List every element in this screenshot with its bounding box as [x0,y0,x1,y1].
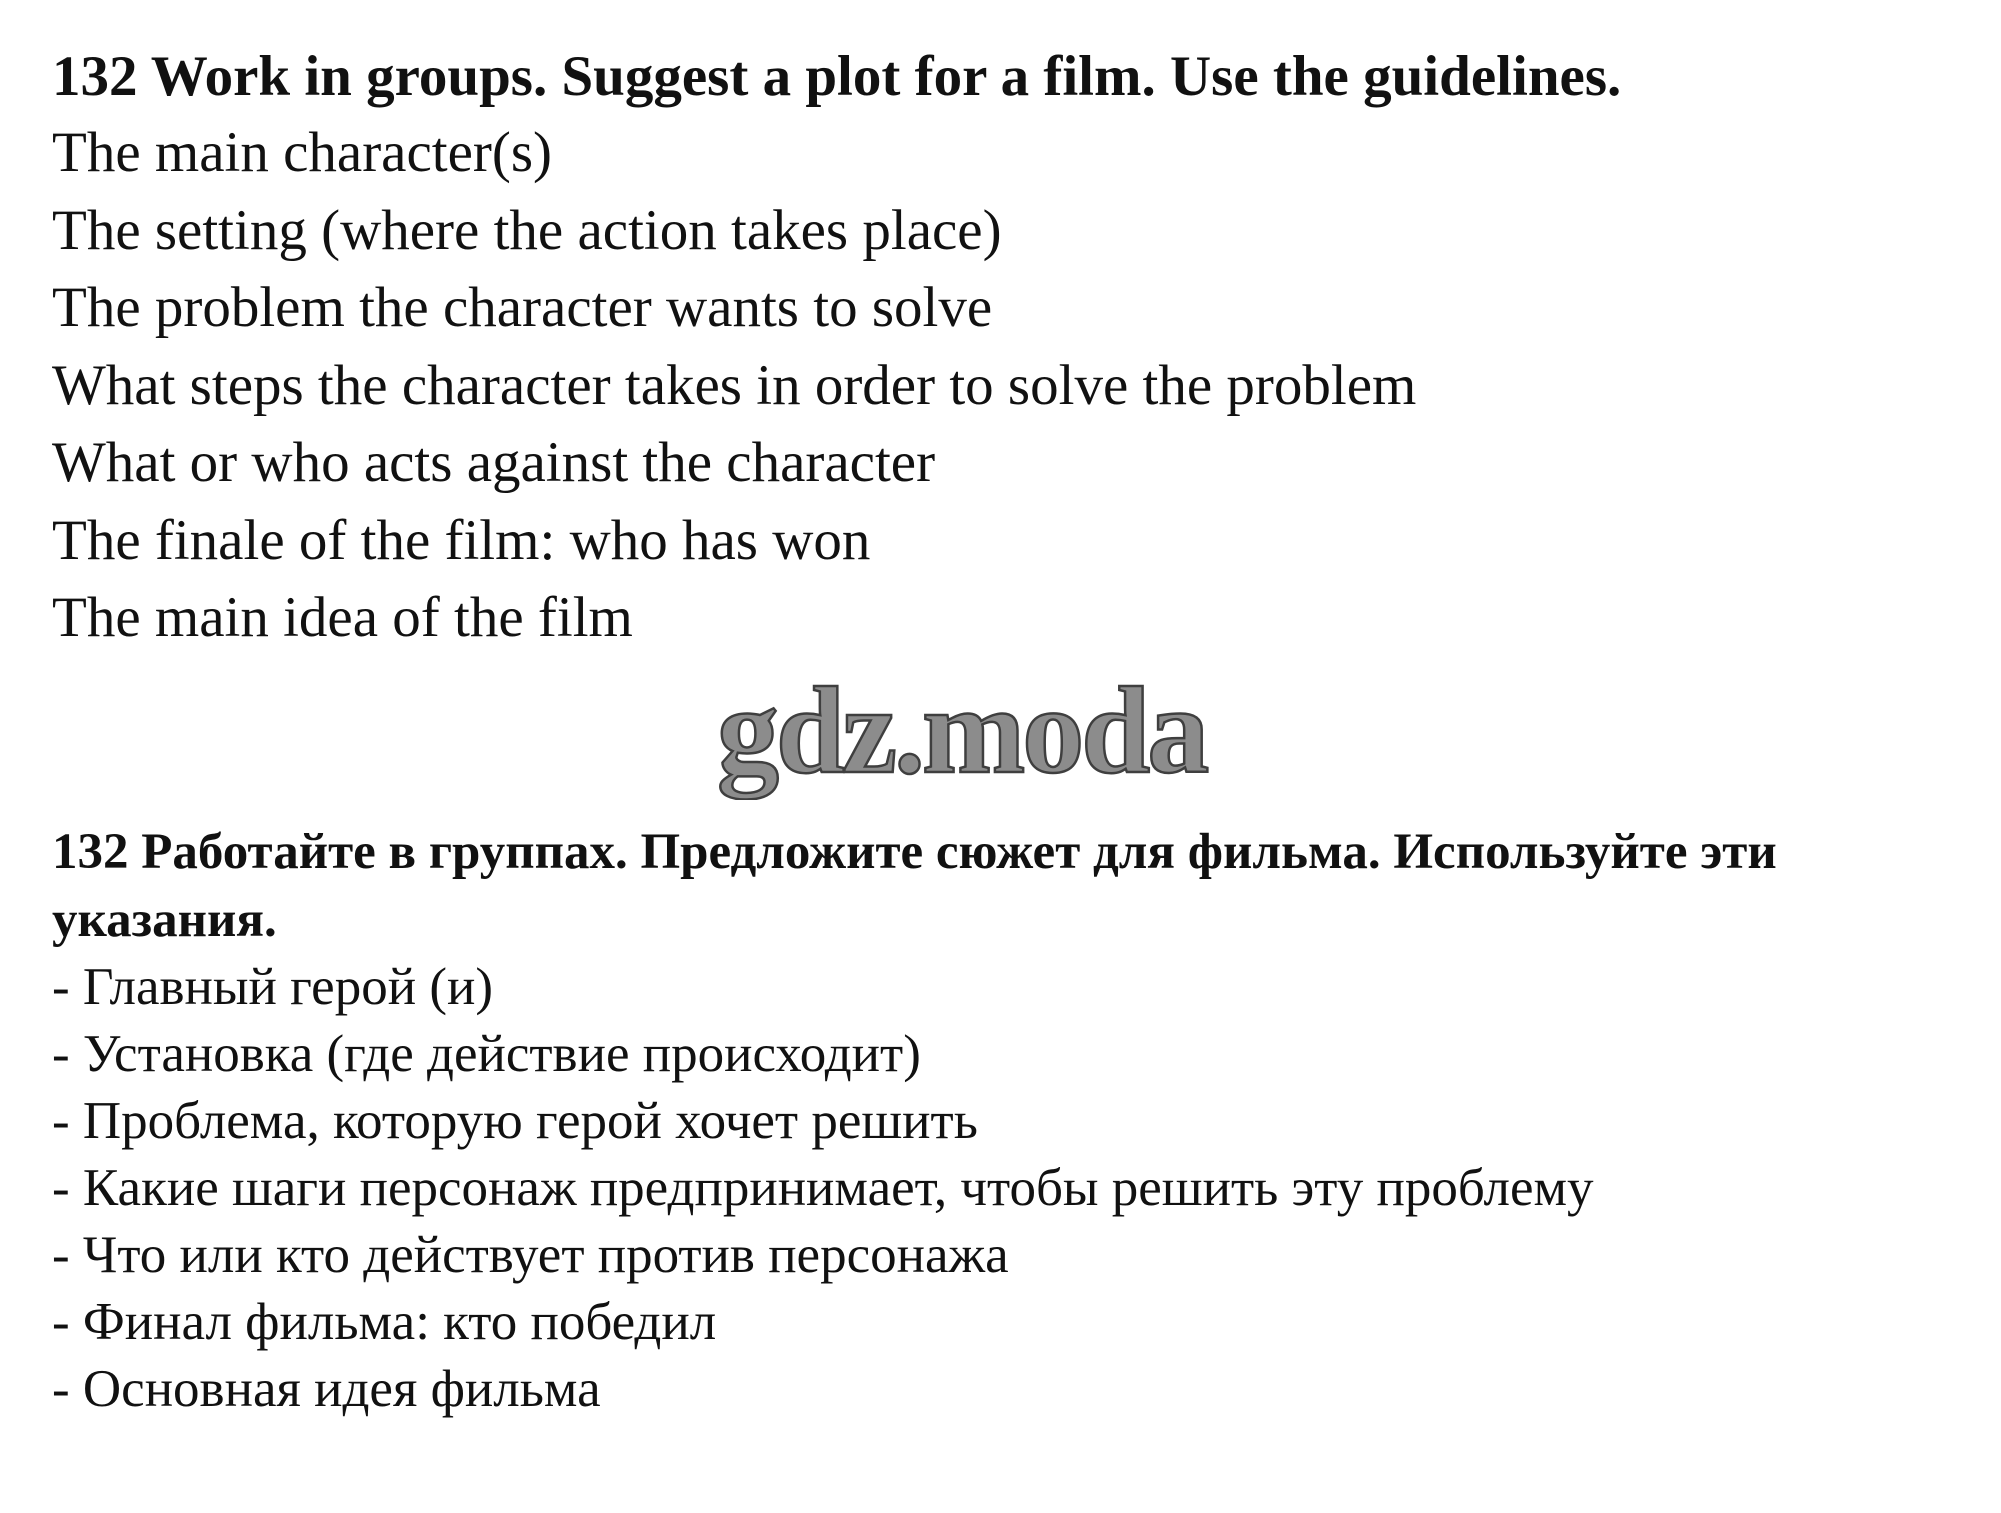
russian-guideline-list [52,954,1962,1423]
guideline-line: What or who acts against the character [52,431,936,494]
guideline-line: The main idea of the film [52,586,633,649]
list-item: - Какие шаги персонаж предпринимает, чтобы решить эту проблему [52,1159,1594,1217]
english-exercise-title: 132 Work in groups. Suggest a plot for a film. Use the guidelines. [52,45,1622,108]
russian-translation [52,818,1962,1423]
list-item: - Главный герой (и) [52,958,493,1016]
guideline-line: What steps the character takes in order to solve the problem [52,353,1417,417]
watermark-logo [715,680,1315,800]
guideline-line: The problem the character wants to solve [52,276,993,339]
list-item: - Финал фильма: кто победил [52,1293,717,1351]
guideline-line: The setting (where the action takes place) [52,198,1002,262]
guideline-line: The finale of the film: who has won [52,508,871,572]
russian-exercise-title: 132 Работайте в группах. Предложите сюжет для фильма. Используйте эти указания. [52,824,1777,948]
watermark-text: gdz.moda [717,680,1207,799]
list-item: - Проблема, которую герой хочет решить [52,1092,978,1150]
list-item: - Что или кто действует против персонажа [52,1226,1009,1284]
list-item: - Основная идея фильма [52,1360,601,1418]
guideline-line: The main character(s) [52,121,553,184]
list-item: - Установка (где действие происходит) [52,1025,921,1083]
english-exercise [52,40,1952,657]
